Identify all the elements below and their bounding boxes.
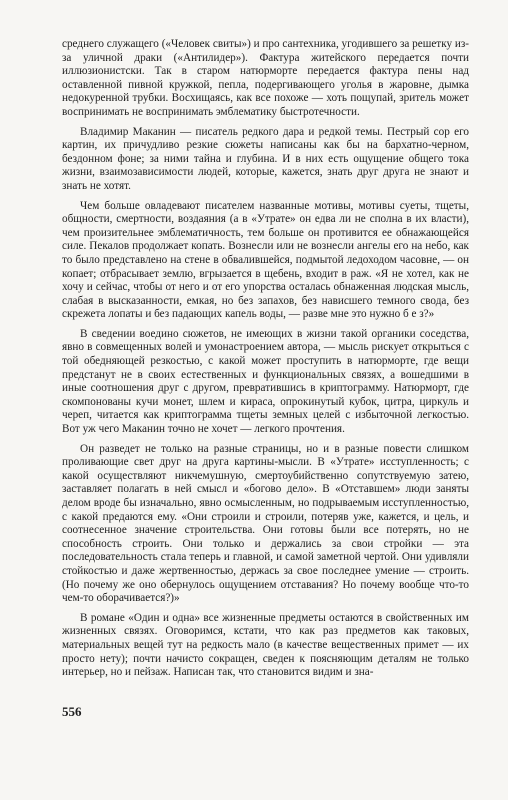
paragraph-2: Владимир Маканин — писатель редкого дара и редкой темы. Пестрый сор его картин, их причудливо резкие сюжеты написаны как бы на бархатно-черном, бездонном фоне; за ними тайна и глубина. И в них есть ощущение общего тока жизни, взаимозависимости людей, которые, кажется, знать друг друга не знают и знать не хотят.: [62, 125, 469, 192]
page-number: 556: [62, 704, 82, 719]
paragraph-6: В романе «Один и одна» все жизненные предметы остаются в свойственных им жизненных связях. Оговоримся, кстати, что как раз предметов как таковых, материальных вещей тут на редкость мало (в качестве вещественных примет — их просто нету); почти начисто сокращен, сведен к поясняющим деталям не только интерьер, но и пейзаж. Написан так, что становится видим и зна-: [62, 611, 469, 679]
paragraph-1: среднего служащего («Человек свиты») и про сантехника, угодившего за решетку из-за уличной драки («Антилидер»). Фактура житейского передается почти иллюзионистски. Так в старом натюрморте передается фактура пены над оставленной пивной кружкой, пепла, подергивающего уголья в жаровне, дымка недокуренной трубки. Восхищаясь, как все похоже — хоть пощупай, зритель может воспринимать не воспринимать эмблематику быстротечности.: [62, 38, 469, 118]
body-text: [62, 38, 469, 680]
paragraph-3: Чем больше овладевают писателем названные мотивы, мотивы суеты, тщеты, общности, смертности, воздаяния (а в «Утрате» он едва ли не сполна в их власти), чем произительнее эмблематичность, тем больше он противится ее обнажающейся силе. Пекалов продолжает копать. Вознесли или не вознесли ангелы его на небо, как то было представлено на стене в обвалившейся, подмытой ледоходом часовне, — он копает; отбрасывает землю, вгрызается в щебень, входит в раж. «Я не хотел, как не хочу и сейчас, чтобы от него и от его упорства осталась обнаженная людская мысль, слабая в высказанности, емкая, но без запахов, без нависшего темного свода, без скрежета лопаты и без падающих капель воды, — разве мне это нужно б е з?»: [62, 199, 469, 321]
paragraph-4: В сведении воедино сюжетов, не имеющих в жизни такой органики соседства, явно в совмещенных волей и умонастроением автора, — мысль рискует открыться с той обедняющей резкостью, с какой может проступить в натюрморте, где вещи предстанут не в своих естественных и функциональных связях, а вошедшими в иные соотношения друг с другом, превратившись в криптограмму. Натюрморт, где скомпонованы кучи монет, шлем и кираса, опрокинутый кубок, цитра, циркуль и череп, читается как криптограмма тщеты земных целей с избыточной легкостью. Вот уж чего Маканин точно не хочет — легкого прочтения.: [62, 327, 469, 436]
paragraph-5: Он разведет не только на разные страницы, но и в разные повести слишком проливающие свет друг на друга картины-мысли. В «Утрате» исступленность; с какой осуществляют никчемушную, смертоубийственно сопутствуемую затею, заставляет полагать в ней смысл и «богово дело». В «Отставшем» люди заняты делом вроде бы изначально, явно осмысленным, но подрываемым исступленностью, с какой предаются ему. «Они строили и строили, потеряв уже, кажется, и цель, и соотнесенное значение строительства. Они готовы были все потерять, но не способность строить. Они только и держались за свои стройки — эта последовательность стала теперь и главной, и самой заметной чертой. Они удивляли стойкостью и даже жертвенностью, держась за свое последнее умение — строить. (Но почему же оно обернулось ощущением отставания? Но почему вообще что-то чем-то оборачивается?)»: [62, 442, 469, 605]
